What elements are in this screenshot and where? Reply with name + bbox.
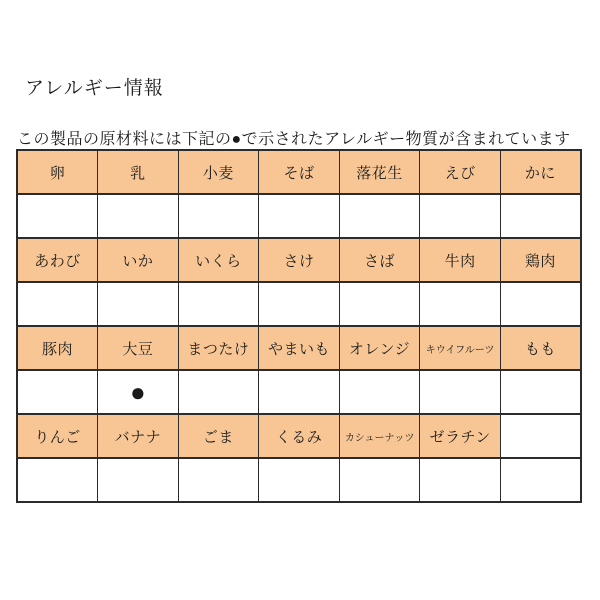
allergen-header-cell: あわび — [17, 238, 98, 282]
mark-cell — [259, 194, 340, 238]
mark-cell — [98, 282, 179, 326]
mark-cell — [178, 194, 259, 238]
page-title: アレルギー情報 — [25, 77, 164, 99]
allergen-header-cell: ごま — [178, 414, 259, 458]
allergen-header-cell: かに — [500, 150, 581, 194]
mark-cell — [339, 194, 420, 238]
allergen-name-row-3 — [17, 326, 581, 370]
mark-row-4 — [17, 458, 581, 502]
mark-cell — [17, 194, 98, 238]
mark-cell — [500, 370, 581, 414]
allergen-header-cell: そば — [259, 150, 340, 194]
mark-cell — [259, 282, 340, 326]
allergen-table — [16, 149, 582, 503]
allergen-name-row-2 — [17, 238, 581, 282]
allergen-header-cell: 小麦 — [178, 150, 259, 194]
mark-row-1 — [17, 194, 581, 238]
allergen-header-cell: まつたけ — [178, 326, 259, 370]
mark-cell — [339, 282, 420, 326]
allergen-header-cell: くるみ — [259, 414, 340, 458]
allergen-header-cell-empty — [500, 414, 581, 458]
allergen-header-cell: 落花生 — [339, 150, 420, 194]
mark-cell — [500, 282, 581, 326]
mark-cell — [98, 458, 179, 502]
allergen-header-cell: さば — [339, 238, 420, 282]
allergen-header-cell: バナナ — [98, 414, 179, 458]
allergen-header-cell: 卵 — [17, 150, 98, 194]
allergen-header-cell: さけ — [259, 238, 340, 282]
allergen-header-cell: いか — [98, 238, 179, 282]
mark-cell — [259, 458, 340, 502]
allergen-header-cell: 乳 — [98, 150, 179, 194]
mark-cell — [259, 370, 340, 414]
mark-cell — [178, 282, 259, 326]
allergen-name-row-4 — [17, 414, 581, 458]
allergen-header-cell: いくら — [178, 238, 259, 282]
mark-row-3 — [17, 370, 581, 414]
mark-cell — [17, 458, 98, 502]
allergen-name-row-1 — [17, 150, 581, 194]
allergen-header-cell: 大豆 — [98, 326, 179, 370]
allergen-header-cell: りんご — [17, 414, 98, 458]
mark-cell — [420, 282, 501, 326]
allergen-header-cell: もも — [500, 326, 581, 370]
mark-cell — [178, 458, 259, 502]
allergen-header-cell: キウイフルーツ — [420, 326, 501, 370]
mark-cell — [339, 370, 420, 414]
mark-cell — [420, 370, 501, 414]
mark-cell — [500, 458, 581, 502]
allergen-header-cell: オレンジ — [339, 326, 420, 370]
mark-cell — [420, 458, 501, 502]
allergen-header-cell: 牛肉 — [420, 238, 501, 282]
page-description: この製品の原材料には下記の●で示されたアレルギー物質が含まれています — [17, 131, 571, 148]
mark-cell — [339, 458, 420, 502]
allergen-header-cell: えび — [420, 150, 501, 194]
allergen-header-cell: 豚肉 — [17, 326, 98, 370]
mark-cell-soy-marked: ● — [98, 370, 179, 414]
allergen-header-cell: ゼラチン — [420, 414, 501, 458]
mark-row-2 — [17, 282, 581, 326]
allergen-header-cell: 鶏肉 — [500, 238, 581, 282]
mark-cell — [17, 370, 98, 414]
mark-cell — [17, 282, 98, 326]
mark-cell — [420, 194, 501, 238]
allergen-header-cell: カシューナッツ — [339, 414, 420, 458]
allergen-header-cell: やまいも — [259, 326, 340, 370]
mark-cell — [500, 194, 581, 238]
mark-cell — [178, 370, 259, 414]
mark-cell — [98, 194, 179, 238]
